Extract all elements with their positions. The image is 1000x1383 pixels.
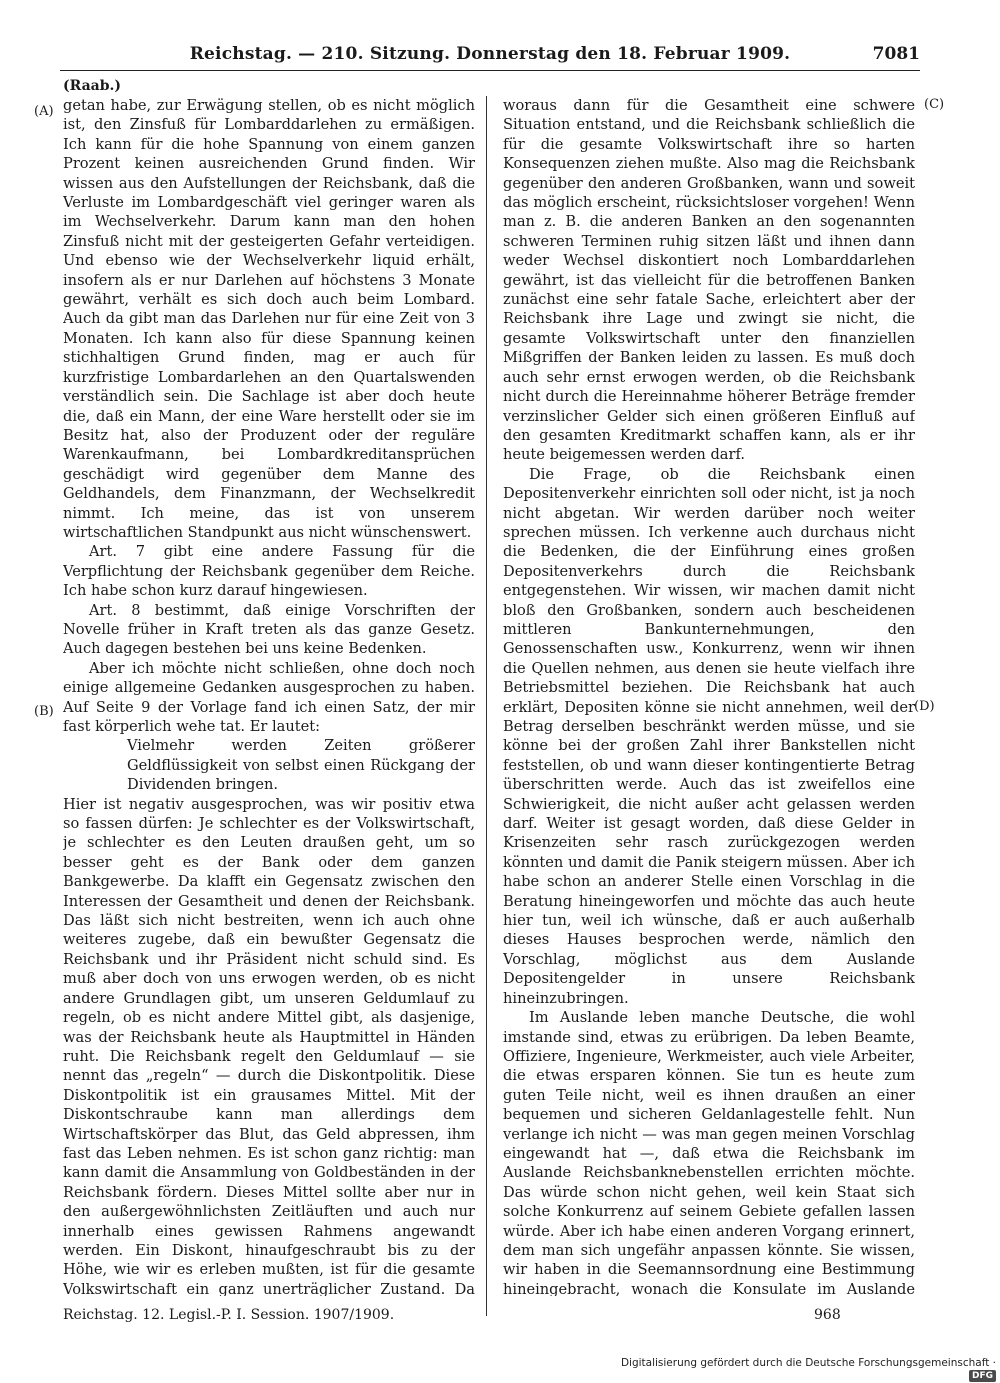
- footer-signature: 968: [814, 1307, 841, 1323]
- page-number: 7081: [872, 44, 920, 64]
- right-column: [503, 96, 915, 1296]
- block-quote: Vielmehr werden Zeiten größerer Geldflüssigkeit von selbst einen Rückgang der Dividenden bringen.: [127, 737, 475, 794]
- margin-mark-a: (A): [34, 104, 54, 119]
- footer-session-info: Reichstag. 12. Legisl.-P. I. Session. 1907/1909.: [63, 1307, 395, 1323]
- left-column: [63, 96, 475, 1296]
- paragraph: Aber ich möchte nicht schließen, ohne doch noch einige allgemeine Gedanken ausgesprochen zu haben. Auf Seite 9 der Vorlage fand ich einen Satz, der mir fast körperlich wehe tat. Er lautet:: [63, 659, 475, 735]
- margin-mark-b: (B): [34, 704, 54, 719]
- digitization-text: Digitalisierung gefördert durch die Deutsche Forschungsgemeinschaft ·: [620, 1357, 996, 1369]
- margin-mark-c: (C): [924, 97, 945, 112]
- paragraph: Art. 7 gibt eine andere Fassung für die Verpflichtung der Reichsbank gegenüber dem Reiche. Ich habe schon kurz darauf hingewiesen.: [63, 543, 475, 600]
- paragraph: woraus dann für die Gesamtheit eine schwere Situation entstand, und die Reichsbank schließlich die für die gesamte Volkswirtschaft ihre so harten Konsequenzen ziehen mußte. Also mag die Reichsbank gegenüber den anderen Großbanken, wann und soweit das möglich erscheint, rücksichtsloser vorgehen! Wenn man z. B. die anderen Banken an den sogenannten schweren Terminen ruhig sitzen läßt und ihnen dann weder Wechsel diskontiert noch Lombarddarlehen gewährt, ist das vielleicht für die betroffenen Banken zunächst eine sehr fatale Sache, erleichtert aber der Reichsbank ihre Lage und zwingt sie nicht, die gesamte Volkswirtschaft unter den finanziellen Mißgriffen der Banken leiden zu lassen. Es muß doch auch sehr ernst erwogen werden, ob die Reichsbank nicht durch die Hereinnahme höherer Beträge fremder verzinslicher Gelder sich einen größeren Einfluß auf den gesamten Kreditmarkt schaffen kann, als er ihr heute beigemessen werden darf.: [503, 97, 915, 464]
- margin-mark-d: (D): [914, 699, 935, 714]
- paragraph: Im Auslande leben manche Deutsche, die wohl imstande sind, etwas zu erübrigen. Da leben Beamte, Offiziere, Ingenieure, Werkmeister, auch viele Arbeiter, die etwas ersparen können. Sie tun es heute zum guten Teile nicht, weil es ihnen draußen an einer bequemen und sicheren Geldanlagestelle fehlt. Nun verlange ich nicht — was man gegen meinen Vorschlag eingewandt hat —, daß etwa die Reichsbank im Auslande Reichsbanknebenstellen errichten möchte. Das würde schon nicht gehen, weil kein Staat sich solche Konkurrenz auf seinem Gebiete gefallen lassen würde. Aber ich habe einen anderen Vorgang erinnert, dem man sich ungefähr anpassen könnte. Sie wissen, wir haben in die Seemannsordnung eine Bestimmung hineingebracht, wonach die Konsulate im Auslande: [503, 1009, 915, 1296]
- page-header: [60, 44, 920, 71]
- header-title: Reichstag. — 210. Sitzung. Donnerstag den 18. Februar 1909.: [189, 44, 791, 64]
- dfg-logo-icon: DFG: [969, 1370, 996, 1382]
- paragraph: Hier ist negativ ausgesprochen, was wir positiv etwa so fassen dürfen: Je schlechter es der Volkswirtschaft, je schlechter es den Leuten draußen geht, um so besser geht es der Bank oder dem ganzen Bankgewerbe. Da klafft ein Gegensatz zwischen den Interessen der Gesamtheit und denen der Reichsbank. Das läßt sich nicht bestreiten, wenn ich auch ohne weiteres zugebe, daß ein bewußter Gegensatz die Reichsbank und ihr Präsident nicht schuld sind. Es muß aber doch von uns erwogen werden, ob es nicht andere Grundlagen gibt, um unseren Geldumlauf zu regeln, ob es nicht andere Mittel gibt, als dasjenige, was der Reichsbank heute als Hauptmittel in Händen ruht. Die Reichsbank regelt den Geldumlauf — sie nennt das „regeln“ — durch die Diskontpolitik. Diese Diskontpolitik ist ein grausames Mittel. Mit der Diskontschraube kann man allerdings dem Wirtschaftskörper das Blut, das Geld abpressen, ihm fast das Leben nehmen. Es ist schon ganz richtig: man kann damit die Ansammlung von Goldbeständen in der Reichsbank fördern. Dieses Mittel sollte aber nur in den außergewöhnlichsten Zeitläuften und auch nur innerhalb eines gewissen Rahmens angewandt werden. Ein Diskont, hinaufgeschraubt bis zu der Höhe, wie wir es erleben mußten, ist für die gesamte Volkswirtschaft ein ganz unerträglicher Zustand. Da: [63, 795, 475, 1296]
- paragraph: getan habe, zur Erwägung stellen, ob es nicht möglich ist, den Zinsfuß für Lombarddarlehen zu ermäßigen. Ich kann für die hohe Spannung von einem ganzen Prozent keinen ausreichenden Grund finden. Wir wissen aus den Aufstellungen der Reichsbank, daß die Verluste im Lombardgeschäft viel geringer waren als im Wechselverkehr. Darum kann man den hohen Zinsfuß nicht mit der gesteigerten Gefahr verteidigen. Und ebenso wie der Wechselverkehr liquid erhält, insofern als er nur Darlehen auf höchstens 3 Monate gewährt, verhält es sich doch auch beim Lombard. Auch da gibt man das Darlehen nur für eine Zeit von 3 Monaten. Ich kann also für diese Spannung keinen stichhaltigen Grund finden, mag er auch für kurzfristige Lombardarlehen an den Quartalswenden verständlich sein. Die Sachlage ist aber doch heute die, daß ein Mann, der eine Ware herstellt oder sie im Besitz hat, also der Produzent oder der reguläre Warenkaufmann, bei Lombardkreditansprüchen geschädigt wird gegenüber dem Manne des Geldhandels, dem Finanzmann, der Wechselkredit nimmt. Ich meine, das ist von unserem wirtschaftlichen Standpunkt aus nicht wünschenswert.: [63, 97, 475, 541]
- paragraph: Art. 8 bestimmt, daß einige Vorschriften der Novelle früher in Kraft treten als das ganze Gesetz. Auch dagegen bestehen bei uns keine Bedenken.: [63, 601, 475, 658]
- column-divider: [486, 96, 487, 1316]
- digitization-notice: [600, 1357, 996, 1381]
- speaker-name: (Raab.): [63, 78, 122, 94]
- paragraph: Die Frage, ob die Reichsbank einen Depositenverkehr einrichten soll oder nicht, ist ja noch nicht abgetan. Wir werden darüber noch weiter sprechen müssen. Ich verkenne auch durchaus nicht die Bedenken, die der Einführung eines großen Depositenverkehrs durch die Reichsbank entgegenstehen. Wir wissen, wir machen damit nicht bloß den Großbanken, sondern auch bescheidenen mittleren Bankunternehmungen, den Genossenschaften usw., Konkurrenz, wenn wir ihnen die Quellen nehmen, aus denen sie heute vielfach ihre Betriebsmittel beziehen. Die Reichsbank hat auch erklärt, Depositen könne sie nicht annehmen, weil der Betrag derselben beschränkt werden müsse, und sie könne bei der großen Zahl ihrer Bankstellen nicht feststellen, ob und wann dieser kontingentierte Betrag überschritten werde. Auch das ist zweifellos eine Schwierigkeit, die nicht außer acht gelassen werden darf. Weiter ist gesagt worden, daß diese Gelder in Krisenzeiten sehr rasch zurückgezogen werden könnten und damit die Panik steigern müssen. Aber ich habe schon an anderer Stelle einen Vorschlag in die Beratung hineingeworfen und möchte das auch heute hier tun, weil ich wünsche, daß er auch außerhalb dieses Hauses besprochen werde, nämlich den Vorschlag, möglichst aus dem Auslande Depositengelder in unsere Reichsbank hineinzubringen.: [503, 465, 915, 1007]
